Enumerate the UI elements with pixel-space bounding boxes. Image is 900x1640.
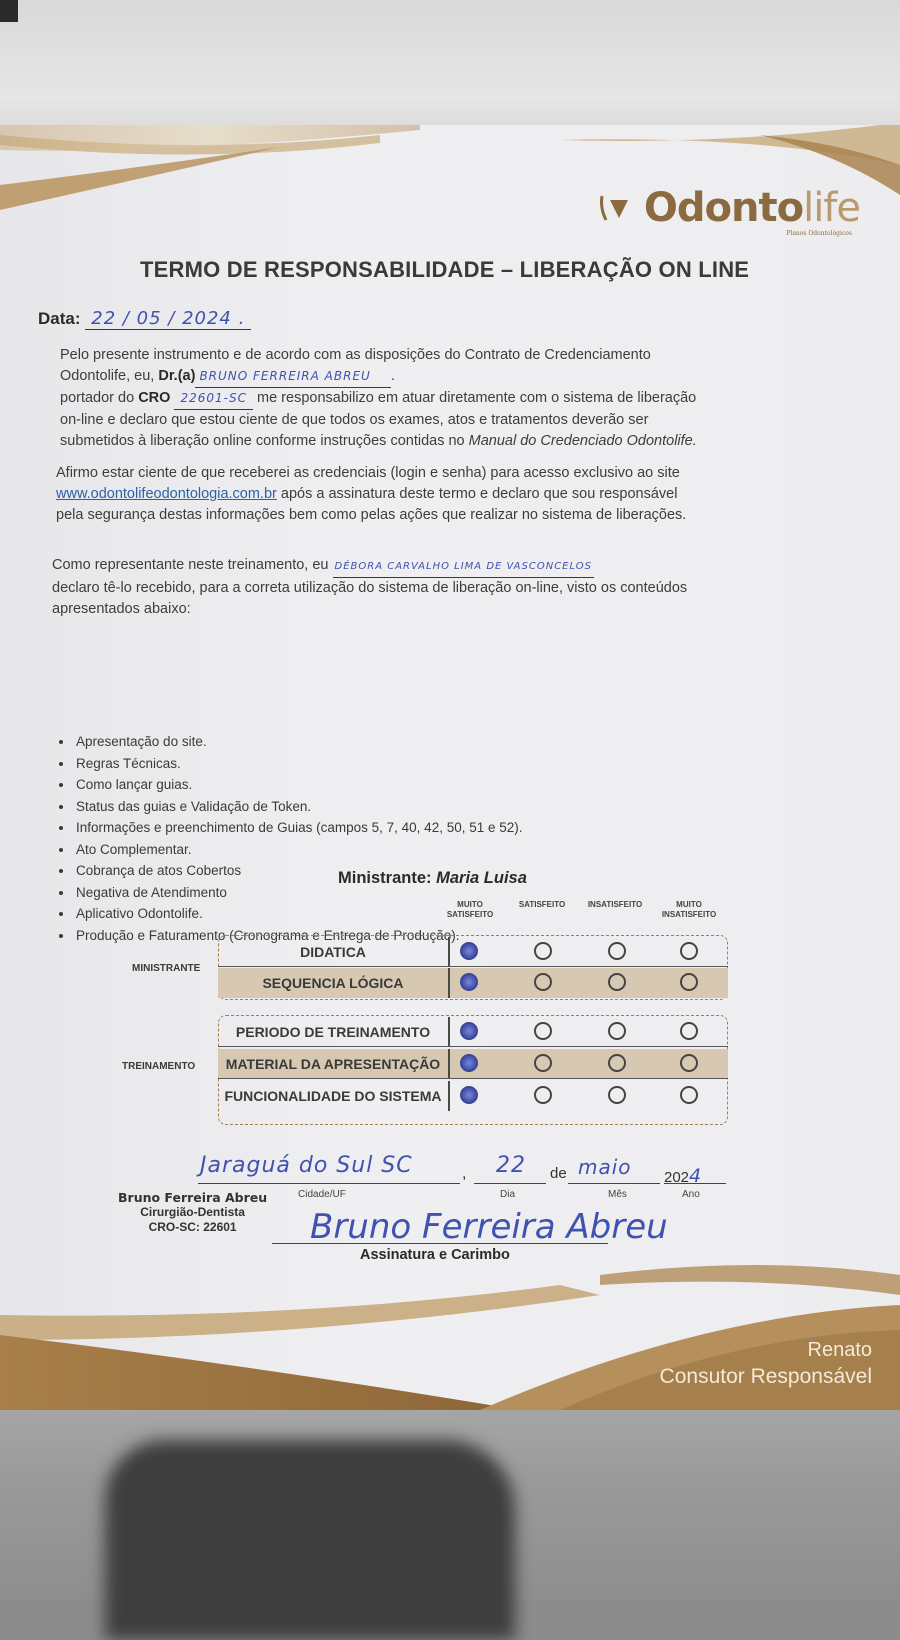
list-item: • Ato Complementar. [74,839,523,861]
rating-option[interactable] [680,942,698,960]
city-value: Jaraguá do Sul SC [200,1153,413,1178]
list-item: • Cobrança de atos Cobertos [74,860,523,882]
year-caption: Ano [682,1189,700,1200]
rating-row-periodo: PERIODO DE TREINAMENTO [218,1017,728,1047]
signature: Bruno Ferreira Abreu [310,1207,668,1247]
day-value: 22 [496,1153,526,1178]
list-item: • Negativa de Atendimento [74,882,523,904]
date-value: 22 / 05 / 2024 . [91,308,246,329]
signature-line [272,1243,608,1244]
rating-option[interactable] [608,973,626,991]
list-item: • Como lançar guias. [74,774,523,796]
rating-option[interactable] [680,1054,698,1072]
rating-option[interactable] [680,1086,698,1104]
rating-option[interactable] [460,942,478,960]
rating-option[interactable] [460,1086,478,1104]
year-underline [664,1183,726,1184]
rating-row-funcionalidade: FUNCIONALIDADE DO SISTEMA [218,1081,728,1111]
list-item: • Apresentação do site. [74,731,523,753]
rating-row-didatica: DIDATICA [218,937,728,967]
rating-option[interactable] [460,973,478,991]
document-page: Odontolife Planos Odontológicos TERMO DE RESPONSABILIDADE – LIBERAÇÃO ON LINE Data: 22 / 05 / 2024 . Pelo presente instrumento e de acordo com as disposições do Contrato de Credenciamento Odontolife, eu, Dr.(a) BRUNO FERREIRA ABREU . portador do CRO 22601-SC me responsabilizo em atuar diretamente com o sistema de liberação on-line e declaro que estou ciente de que todos os exames, atos e tratamentos deverão ser submetidos à liberação online conforme instruções contidas no Manual do Credenciado Odontolife. Afirmo estar ciente de que receberei as credenciais (login e senha) para acesso exclusivo ao site www.odontolifeodontologia.com.br após a assinatura deste termo e declaro que sou responsável pela segurança destas informações bem como pelas ações que realizar no sistema de liberações. Como representante neste treinamento, eu DÉBORA CARVALHO LIMA DE VASCONCELOS declaro tê-lo recebido, para a correta utilização do sistema de liberação on-line, visto os conteúdos apresentados abaixo: • Apresentação do site. • Regras Técnicas. • Como lançar guias. • Status das guias e Validação de Token. • Informações e preenchimento de Guias (campos 5, 7, 40, 42, 50, 51 e 52). • Ato Complementar. • Cobrança de atos Cobertos • Negativa de Atendimento • Aplicativo Odontolife. • Produção e Faturamento (Cronograma e Entrega de Produção). Ministrante: Maria Luisa MUITO SATISFEITO SATISFEITO INSATISFEITO MUITO INSATISFEITO MINISTRANTE TREINAMENTO DIDATICA SEQUENCIA LÓGICA PERIODO DE TREINAMENTO MATERIAL DA APRESENTAÇÃO FUNCIONALIDADE DO SISTEMA Jaraguá do Sul SC Cidade/UF , 22 Dia de maio Mês 2024 Ano Bruno Ferreira Abreu Cirurgião-Dentista CRO-SC: 22601 Bruno Ferreira Abreu Assinatura e Carimbo Renato Consutor Responsável [0,125,900,1410]
cro-value: 22601-SC [180,391,247,405]
group-label-ministrante: MINISTRANTE [132,963,201,974]
column-header-satisfeito: SATISFEITO [518,900,566,909]
rating-option[interactable] [680,1022,698,1040]
logo-subtitle: Planos Odontológicos [786,230,852,237]
rating-row-sequencia-logica: SEQUENCIA LÓGICA [218,968,728,998]
paragraph-contract: Pelo presente instrumento e de acordo com as disposições do Contrato de Credenciamento Odontolife, eu, Dr.(a) BRUNO FERREIRA ABREU . portador do CRO 22601-SC me responsabilizo em atuar diretamente com o sistema de liberação on-line e declaro que estou ciente de que todos os exames, atos e tratamentos deverão ser submetidos à liberação online conforme instruções contidas no Manual do Credenciado Odontolife. [60,347,697,449]
dentist-name: BRUNO FERREIRA ABREU [199,369,371,383]
column-header-insatisfeito: INSATISFEITO [587,900,643,909]
logo-text: Odontolife [643,185,860,231]
month-underline [568,1183,660,1184]
rating-option[interactable] [460,1054,478,1072]
city-caption: Cidade/UF [298,1189,346,1200]
rating-option[interactable] [534,942,552,960]
paragraph-training: Como representante neste treinamento, eu DÉBORA CARVALHO LIMA DE VASCONCELOS declaro tê-lo recebido, para a correta utilização do sistema de liberação on-line, visto os conteúdos apresentados abaixo: [52,557,688,617]
list-item: • Status das guias e Validação de Token. [74,796,523,818]
rating-option[interactable] [460,1022,478,1040]
rating-option[interactable] [608,1022,626,1040]
rating-option[interactable] [534,973,552,991]
rating-option[interactable] [608,1054,626,1072]
signature-caption: Assinatura e Carimbo [360,1247,510,1263]
background-top [0,0,900,140]
group-label-treinamento: TREINAMENTO [122,1061,196,1072]
rating-option[interactable] [534,1086,552,1104]
rating-row-material: MATERIAL DA APRESENTAÇÃO [218,1049,728,1079]
professional-stamp: Bruno Ferreira Abreu Cirurgião-Dentista CRO-SC: 22601 [118,1190,268,1234]
list-item: • Produção e Faturamento (Cronograma e Entrega de Produção). [74,925,523,947]
year-value: 2024 [664,1165,703,1187]
consultor-name: Renato [807,1339,872,1361]
column-header-muito-satisfeito: MUITO SATISFEITO [446,900,494,919]
consultor-role: Consutor Responsável [659,1365,872,1388]
site-link[interactable]: www.odontolifeodontologia.com.br [56,486,277,502]
day-caption: Dia [500,1189,516,1200]
rating-option[interactable] [608,942,626,960]
list-item: • Aplicativo Odontolife. [74,903,523,925]
document-title: TERMO DE RESPONSABILIDADE – LIBERAÇÃO ON LINE [140,257,750,282]
odontolife-logo [596,185,860,231]
rating-option[interactable] [534,1054,552,1072]
ministrante-heading: Ministrante: Maria Luisa [338,869,527,887]
paragraph-credentials: Afirmo estar ciente de que receberei as credenciais (login e senha) para acesso exclusivo ao site www.odontolifeodontologia.com.br após a assinatura deste termo e declaro que sou responsável pela segurança destas informações bem como pelas ações que realizar no sistema de liberações. [56,465,687,523]
rating-option[interactable] [534,1022,552,1040]
hand-shadow [105,1440,515,1640]
city-underline [198,1183,460,1184]
list-item: • Regras Técnicas. [74,753,523,775]
representative-name: DÉBORA CARVALHO LIMA DE VASCONCELOS [334,561,592,572]
list-item: • Informações e preenchimento de Guias (campos 5, 7, 40, 42, 50, 51 e 52). [74,817,523,839]
tooth-logo-icon [596,188,636,228]
de-word: de [550,1165,567,1182]
rating-option[interactable] [680,973,698,991]
day-underline [474,1183,546,1184]
rating-option[interactable] [608,1086,626,1104]
date-field: Data: 22 / 05 / 2024 . [38,308,251,330]
month-value: maio [578,1155,632,1179]
month-caption: Mês [608,1189,627,1200]
clip-corner [0,0,18,22]
column-header-muito-insatisfeito: MUITO INSATISFEITO [661,900,717,919]
